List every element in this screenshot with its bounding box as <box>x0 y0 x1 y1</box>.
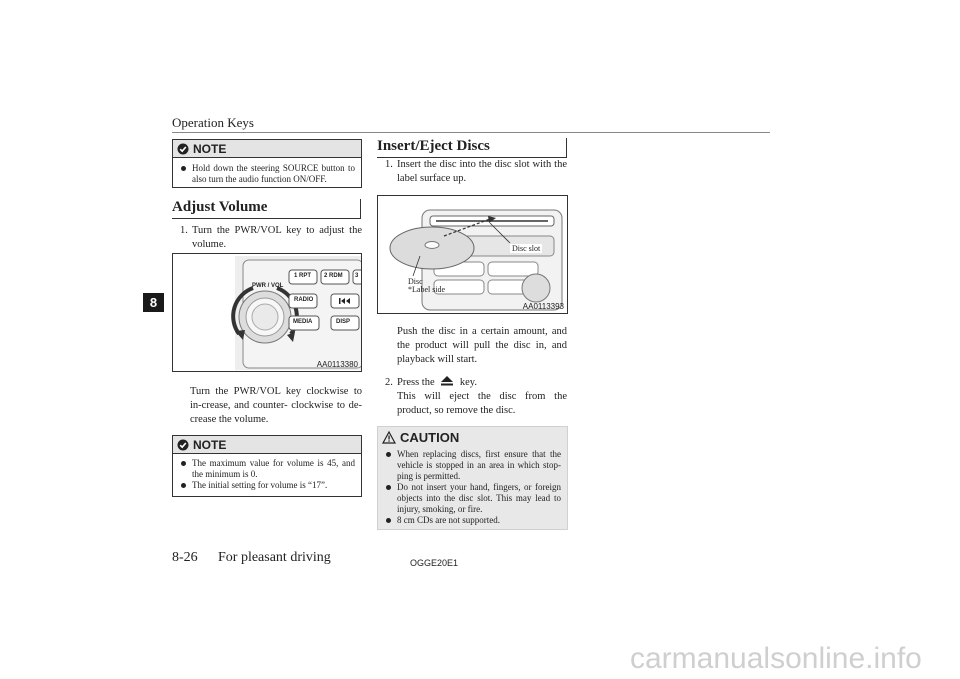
section-rule <box>172 218 360 219</box>
step-1-insert <box>377 158 567 186</box>
caution-item-text: Do not insert your hand, fingers, or foreign objects into the disc slot. This may lead to injury, smoking, or fire. <box>397 482 561 514</box>
step-text: Insert the disc into the disc slot with the label surface up. <box>397 159 567 184</box>
step-text: Turn the PWR/VOL key to adjust the volume. <box>192 225 362 250</box>
figure-volume-knob <box>172 253 362 372</box>
label-radio: RADIO <box>294 297 314 303</box>
note-box-source <box>172 139 362 188</box>
figure-disc-insert <box>377 195 568 314</box>
footer-doc-code: OGGE20E1 <box>410 558 459 568</box>
figure-code: AA0113393 <box>522 302 564 311</box>
bullet-icon <box>181 166 186 171</box>
section-title-insert-eject: Insert/Eject Discs <box>377 138 490 154</box>
caution-item <box>378 515 567 526</box>
note-item-text: The maximum value for volume is 45, and the minimum is 0. <box>192 458 355 479</box>
eject-description: This will eject the disc from the product, so remove the disc. <box>397 391 567 416</box>
note-item-text: The initial setting for volume is “17”. <box>192 480 328 490</box>
note-item <box>173 480 361 491</box>
step-2-prefix: Press the <box>397 377 435 388</box>
caution-heading: CAUTION <box>400 429 460 445</box>
watermark: carmanualsonline.info <box>630 642 922 675</box>
bullet-icon <box>386 518 391 523</box>
label-three: 3 <box>355 273 359 279</box>
label-label-side: *Label side <box>408 285 446 294</box>
step-number: 1. <box>180 225 188 236</box>
caution-item-text: When replacing discs, first ensure that the vehicle is stopped in an area in which stop-ping is permitted. <box>397 449 561 481</box>
label-media: MEDIA <box>293 319 313 325</box>
step-2-line <box>397 376 477 390</box>
section-title-adjust-volume: Adjust Volume <box>172 199 268 215</box>
volume-panel-illustration <box>173 254 361 371</box>
note-icon <box>177 143 189 155</box>
warning-icon <box>382 431 396 444</box>
bullet-icon <box>181 461 186 466</box>
label-disc: Disc <box>408 277 423 286</box>
label-disp: DISP <box>336 319 351 325</box>
note-item <box>173 458 361 480</box>
eject-icon <box>440 376 454 386</box>
note-item <box>173 163 361 185</box>
caution-item-text: 8 cm CDs are not supported. <box>397 515 500 525</box>
bullet-icon <box>386 452 391 457</box>
volume-description: Turn the PWR/VOL key clockwise to in-crease, and counter- clockwise to de-crease the volume. <box>190 386 362 425</box>
note-header <box>173 140 361 158</box>
header-rule <box>172 132 770 133</box>
chapter-tab: 8 <box>143 293 164 312</box>
section-rule-end <box>566 138 567 158</box>
bullet-icon <box>181 483 186 488</box>
label-rdm: 2 RDM <box>324 273 343 279</box>
section-rule-end <box>360 199 361 219</box>
note-heading: NOTE <box>193 141 227 156</box>
note-item-text: Hold down the steering SOURCE button to also turn the audio function ON/OFF. <box>192 163 355 184</box>
step-2-eject <box>377 376 567 390</box>
step-2-suffix: key. <box>459 377 477 388</box>
bullet-icon <box>386 485 391 490</box>
note-header <box>173 436 361 454</box>
caution-box <box>377 426 568 530</box>
step-number: 1. <box>385 159 393 170</box>
footer-page-number: 8-26 <box>172 550 198 565</box>
step-1-volume <box>172 224 362 252</box>
footer-section-name: For pleasant driving <box>218 550 331 565</box>
figure-code: AA0113380 <box>316 360 358 369</box>
caution-item <box>378 449 567 482</box>
page-header-title: Operation Keys <box>172 115 254 130</box>
disc-insert-illustration <box>378 196 567 313</box>
note-heading: NOTE <box>193 437 227 452</box>
label-disc-slot: Disc slot <box>512 244 541 253</box>
note-box-volume <box>172 435 362 497</box>
step-number: 2. <box>385 377 393 388</box>
label-rpt: 1 RPT <box>294 273 312 279</box>
label-pwr-vol: PWR / VOL <box>252 283 284 289</box>
caution-header <box>378 427 567 447</box>
push-description: Push the disc in a certain amount, and the product will pull the disc in, and playback will start. <box>397 326 567 365</box>
caution-item <box>378 482 567 515</box>
note-icon <box>177 439 189 451</box>
